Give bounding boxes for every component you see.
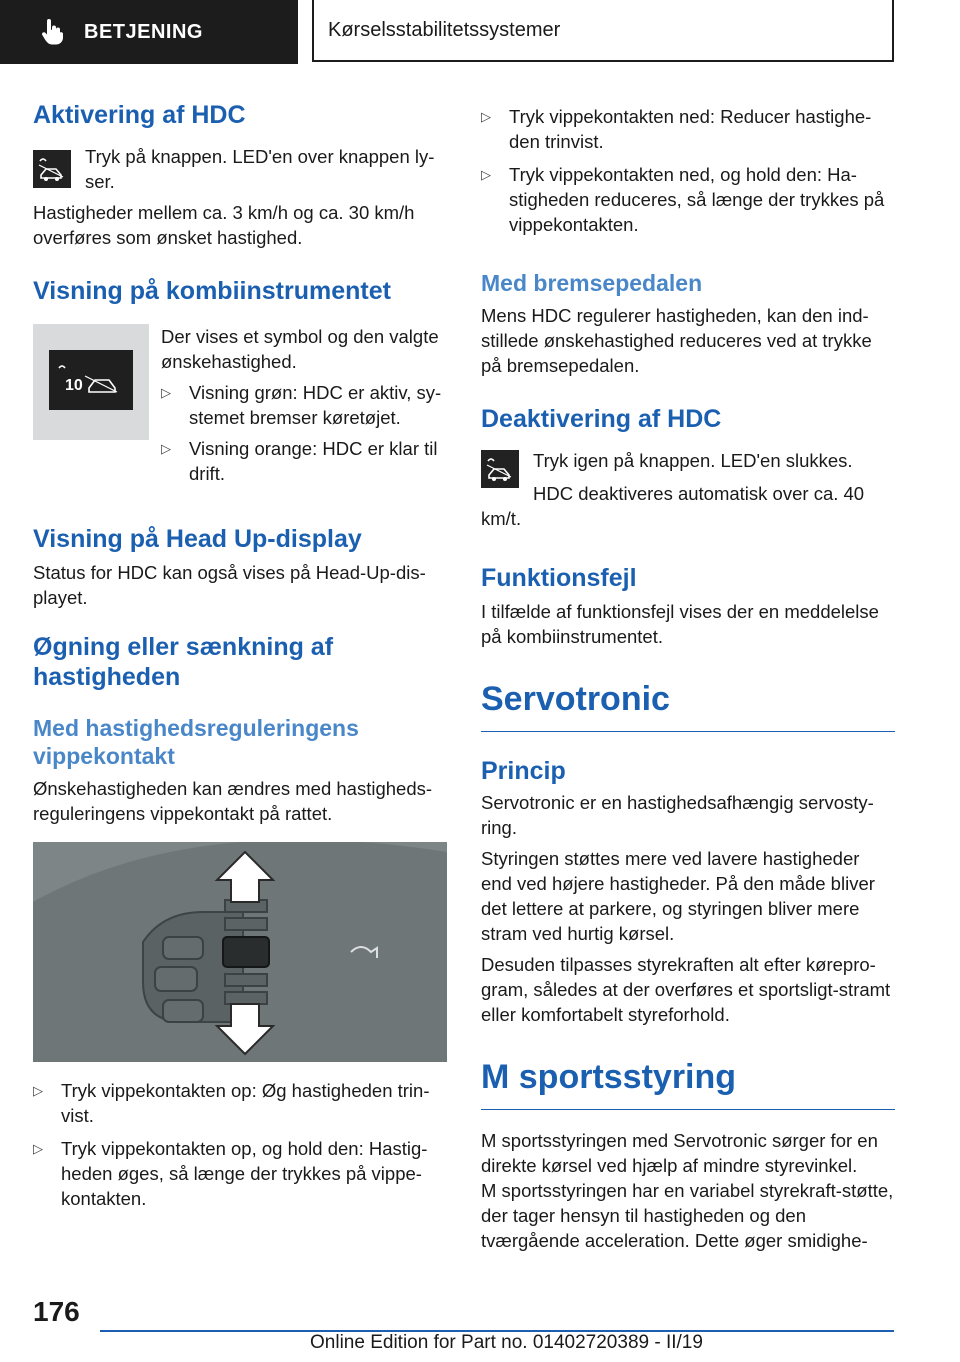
heading-servotronic: Servotronic	[481, 679, 895, 732]
text-deakt-2: HDC deaktiveres automatisk over ca. 40 km/t.	[481, 483, 865, 529]
heading-bremsepedal: Med bremsepedalen	[481, 270, 703, 296]
list-item: ▷ Visning orange: HDC er klar til drift.	[161, 438, 438, 484]
list-item: ▷ Tryk vippekontakten op, og hold den: Hastig-heden øges, så længe der trykkes på vippe-kontakten.	[33, 1138, 428, 1209]
text-fejl: I tilfælde af funktionsfejl vises der en meddelelse på kombiinstrumentet.	[481, 601, 879, 647]
triangle-right-icon: ▷	[161, 441, 171, 456]
text-bremse: Mens HDC regulerer hastigheden, kan den ind-stillede ønskehastighed reduceres ved at trykke på bremsepedalen.	[481, 305, 872, 376]
heading-m-sportsstyring: M sportsstyring	[481, 1057, 895, 1110]
text-deakt-1: Tryk igen på knappen. LED'en slukkes.	[533, 450, 853, 471]
list-item: ▷ Tryk vippekontakten ned: Reducer hastighe-den trinvist.	[481, 106, 872, 152]
heading-visning-head: Visning på Head Up-display	[33, 525, 362, 553]
list-item: ▷ Tryk vippekontakten ned, og hold den: Ha-stigheden reduceres, så længe der trykkes på vippekontakten.	[481, 164, 885, 235]
text-princip-2: Styringen støttes mere ved lavere hastigheder end ved højere hastigheder. På den måde bliver det lettere at parkere, og styringen bliver mere stram ved hurtig kørsel.	[481, 848, 875, 944]
triangle-right-icon: ▷	[481, 167, 491, 182]
heading-visning-kombi: Visning på kombiinstrumentet	[33, 277, 391, 305]
kombi-speed-value: 10	[65, 377, 83, 394]
heading-deaktivering: Deaktivering af HDC	[481, 405, 722, 433]
text-status: Status for HDC kan også vises på Head-Up-dis-playet.	[33, 562, 426, 608]
right-column	[481, 100, 895, 1253]
chapter-label: Kørselsstabilitetssystemer	[328, 18, 561, 41]
list-item: ▷ Tryk vippekontakten op: Øg hastigheden trin-vist.	[33, 1080, 430, 1126]
kombi-display-image	[33, 324, 149, 440]
heading-aktivering: Aktivering af HDC	[33, 101, 246, 129]
text-der-vises: Der vises et symbol og den valgte ønskehastighed.	[161, 326, 439, 372]
text-hastigheder: Hastigheder mellem ca. 3 km/h og ca. 30 km/h overføres som ønsket hastighed.	[33, 202, 415, 248]
triangle-right-icon: ▷	[33, 1141, 43, 1156]
triangle-right-icon: ▷	[161, 385, 171, 400]
list-item: ▷ Visning grøn: HDC er aktiv, sy-stemet bremser køretøjet.	[161, 382, 442, 428]
text-princip-3: Desuden tilpasses styrekraften alt efter kørepro-gram, således at der overføres et sportsligt-stramt eller komfortabelt styreforhold.	[481, 954, 891, 1025]
left-column	[33, 100, 447, 1211]
section-label: BETJENING	[84, 20, 203, 43]
hdc-button-icon	[33, 150, 71, 188]
heading-oegning: Øgning eller sænkning af hastigheden	[33, 633, 334, 691]
hdc-button-icon	[481, 450, 519, 488]
footer-edition: Online Edition for Part no. 01402720389 - II/19	[310, 1332, 703, 1353]
text-tryk-knappen: Tryk på knappen. LED'en over knappen ly-ser.	[85, 146, 435, 192]
triangle-right-icon: ▷	[481, 109, 491, 124]
chapter-title	[312, 0, 894, 62]
heading-funktionsfejl: Funktionsfejl	[481, 564, 637, 592]
text-princip-1: Servotronic er en hastighedsafhængig servosty-ring.	[481, 792, 874, 838]
header-section-tab	[0, 0, 298, 64]
text-oenskehastighed: Ønskehastigheden kan ændres med hastigheds-reguleringens vippekontakt på rattet.	[33, 778, 433, 824]
steering-wheel-image	[33, 842, 447, 1062]
hand-pointer-icon	[40, 19, 64, 45]
text-msport-2: M sportsstyringen har en variabel styrekraft-støtte, der tager hensyn til hastigheden og den tværgående acceleration. Dette øger smidighe-	[481, 1180, 894, 1251]
heading-med-hastighed: Med hastighedsreguleringens vippekontakt	[33, 715, 359, 769]
heading-princip: Princip	[481, 757, 566, 785]
triangle-right-icon: ▷	[33, 1083, 43, 1098]
text-msport-1: M sportsstyringen med Servotronic sørger for en direkte kørsel ved hjælp af mindre styrevinkel.	[481, 1130, 878, 1176]
page-number: 176	[33, 1296, 80, 1327]
